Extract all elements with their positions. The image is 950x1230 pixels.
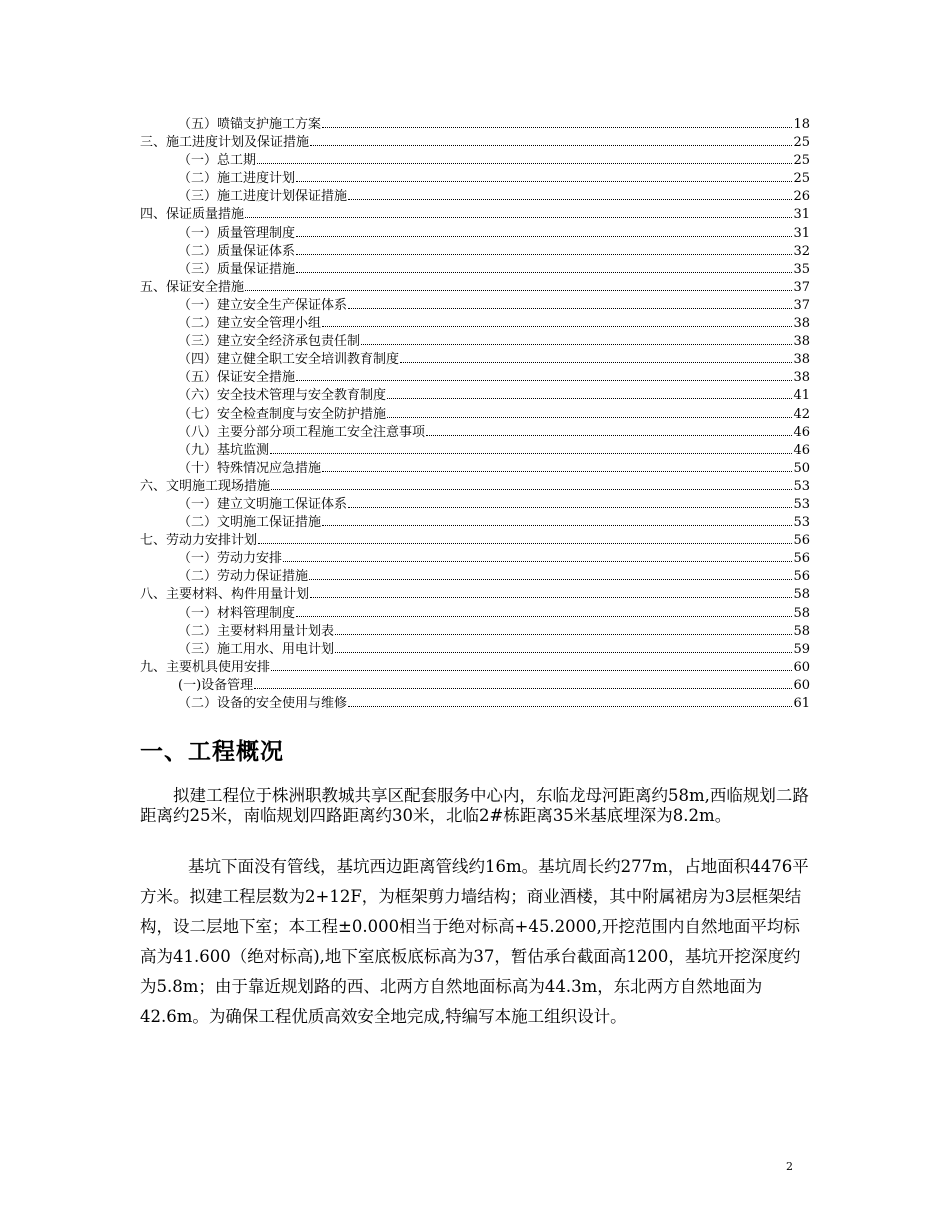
toc-dot-leader (348, 692, 792, 707)
toc-dot-leader (271, 656, 792, 671)
toc-dot-leader (348, 185, 792, 200)
toc-entry-page: 25 (793, 153, 810, 169)
toc-entry[interactable] (140, 312, 810, 330)
toc-dot-leader (426, 421, 792, 436)
toc-entry-title: （五）喷锚支护施工方案 (178, 117, 322, 132)
toc-entry-title: （一）质量管理制度 (178, 225, 296, 241)
toc-dot-leader (254, 674, 792, 689)
toc-entry[interactable] (140, 330, 810, 348)
toc-entry-page: 25 (793, 135, 810, 151)
toc-dot-leader (335, 620, 792, 635)
toc-entry-page: 56 (793, 533, 810, 549)
toc-entry[interactable] (140, 565, 810, 583)
toc-entry-title: （五）保证安全措施 (178, 370, 296, 386)
toc-entry[interactable] (140, 113, 810, 131)
toc-entry[interactable] (140, 149, 810, 167)
toc-entry[interactable] (140, 403, 810, 421)
toc-dot-leader (335, 638, 792, 653)
toc-entry-page: 35 (793, 261, 810, 277)
toc-entry-title: （二）建立安全管理小组 (178, 316, 322, 332)
toc-entry[interactable] (140, 620, 810, 638)
toc-entry[interactable] (140, 421, 810, 439)
toc-entry[interactable] (140, 583, 810, 601)
toc-dot-leader (245, 276, 792, 291)
toc-dot-leader (296, 258, 792, 273)
toc-entry-title: （二）质量保证体系 (178, 243, 296, 259)
toc-entry-title: （一）材料管理制度 (178, 605, 296, 621)
toc-entry-page: 31 (793, 207, 810, 223)
toc-entry-page: 56 (793, 569, 810, 585)
toc-dot-leader (296, 167, 792, 182)
toc-dot-leader (387, 384, 792, 399)
toc-entry-title: （二）劳动力保证措施 (178, 569, 309, 585)
toc-entry-page: 60 (793, 659, 810, 675)
toc-entry[interactable] (140, 439, 810, 457)
toc-entry-title: （二）设备的安全使用与维修 (178, 696, 348, 711)
toc-entry-title: 九、主要机具使用安排 (140, 659, 271, 675)
toc-entry-page: 37 (793, 279, 810, 295)
toc-dot-leader (361, 330, 792, 345)
toc-entry-title: 五、保证安全措施 (140, 279, 245, 295)
toc-entry[interactable] (140, 602, 810, 620)
toc-entry-page: 32 (793, 243, 810, 259)
toc-entry-page: 38 (793, 334, 810, 350)
toc-entry-page: 25 (793, 171, 810, 187)
toc-entry[interactable] (140, 529, 810, 547)
toc-entry-page: 31 (793, 225, 810, 241)
toc-entry[interactable] (140, 674, 810, 692)
toc-entry-title: （四）建立健全职工安全培训教育制度 (178, 352, 400, 368)
toc-entry-page: 18 (793, 117, 810, 132)
toc-entry[interactable] (140, 493, 810, 511)
toc-entry-title: （一）总工期 (178, 153, 257, 169)
toc-dot-leader (271, 475, 792, 490)
toc-entry-title: （三）质量保证措施 (178, 261, 296, 277)
toc-entry-page: 50 (793, 460, 810, 476)
overview-paragraph-1: 拟建工程位于株洲职教城共享区配套服务中心内，东临龙母河距离约58m,西临规划二路距离约25米，南临规划四路距离约30米，北临2#栋距离35米基底埋深为8.2m。 (140, 786, 809, 825)
toc-entry-title: 三、施工进度计划及保证措施 (140, 135, 310, 151)
page-number: 2 (786, 1160, 793, 1173)
toc-entry-title: （二）施工进度计划 (178, 171, 296, 187)
toc-entry[interactable] (140, 203, 810, 221)
toc-entry[interactable] (140, 131, 810, 149)
toc-entry[interactable] (140, 258, 810, 276)
toc-entry-title: （九）基坑监测 (178, 442, 270, 458)
toc-dot-leader (387, 403, 792, 418)
toc-dot-leader (257, 149, 792, 164)
toc-dot-leader (322, 511, 792, 526)
toc-entry-title: （一）建立安全生产保证体系 (178, 297, 348, 313)
toc-entry[interactable] (140, 656, 810, 674)
toc-entry-page: 56 (793, 551, 810, 567)
toc-entry[interactable] (140, 294, 810, 312)
toc-entry-title: 六、文明施工现场措施 (140, 478, 271, 494)
toc-entry-page: 61 (793, 696, 810, 711)
toc-dot-leader (310, 583, 792, 598)
toc-entry[interactable] (140, 384, 810, 402)
toc-entry-title: 七、劳动力安排计划 (140, 533, 258, 549)
toc-entry[interactable] (140, 547, 810, 565)
toc-entry-page: 26 (793, 189, 810, 205)
toc-entry-title: （六）安全技术管理与安全教育制度 (178, 388, 387, 404)
toc-entry[interactable] (140, 167, 810, 185)
toc-dot-leader (348, 493, 792, 508)
toc-entry[interactable] (140, 475, 810, 493)
toc-dot-leader (322, 457, 792, 472)
toc-entry-page: 38 (793, 370, 810, 386)
toc-entry[interactable] (140, 366, 810, 384)
toc-dot-leader (322, 113, 792, 128)
toc-entry-page: 46 (793, 442, 810, 458)
table-of-contents (140, 113, 810, 710)
toc-entry-page: 38 (793, 352, 810, 368)
toc-entry-title: 八、主要材料、构件用量计划 (140, 587, 310, 603)
toc-entry-page: 53 (793, 515, 810, 531)
toc-entry-page: 58 (793, 623, 810, 639)
toc-entry[interactable] (140, 692, 810, 710)
toc-dot-leader (283, 547, 792, 562)
toc-entry-title: (一)设备管理 (178, 677, 254, 693)
toc-entry[interactable] (140, 638, 810, 656)
toc-entry-page: 58 (793, 605, 810, 621)
toc-entry-page: 41 (793, 388, 810, 404)
toc-entry[interactable] (140, 276, 810, 294)
toc-entry-title: （三）施工进度计划保证措施 (178, 189, 348, 205)
toc-dot-leader (258, 529, 792, 544)
toc-dot-leader (245, 203, 792, 218)
toc-entry-title: （三）建立安全经济承包责任制 (178, 334, 361, 350)
toc-entry[interactable] (140, 185, 810, 203)
toc-dot-leader (270, 439, 792, 454)
toc-entry-page: 46 (793, 424, 810, 440)
section-heading: 一、工程概况 (140, 739, 284, 765)
toc-entry[interactable] (140, 511, 810, 529)
toc-entry[interactable] (140, 240, 810, 258)
toc-entry-page: 53 (793, 496, 810, 512)
toc-entry-page: 37 (793, 297, 810, 313)
toc-entry-title: （十）特殊情况应急措施 (178, 460, 322, 476)
toc-dot-leader (296, 602, 792, 617)
toc-entry[interactable] (140, 348, 810, 366)
toc-entry[interactable] (140, 222, 810, 240)
toc-entry-page: 58 (793, 587, 810, 603)
toc-entry-title: （一）建立文明施工保证体系 (178, 496, 348, 512)
toc-dot-leader (322, 312, 792, 327)
toc-entry-page: 53 (793, 478, 810, 494)
toc-entry-title: （三）施工用水、用电计划 (178, 641, 335, 657)
toc-dot-leader (296, 366, 792, 381)
toc-entry-title: （一）劳动力安排 (178, 551, 283, 567)
toc-entry-title: （二）主要材料用量计划表 (178, 623, 335, 639)
overview-paragraph-2: 基坑下面没有管线，基坑西边距离管线约16m。基坑周长约277m，占地面积4476平方米。拟建工程层数为2+12F，为框架剪力墙结构；商业酒楼，其中附属裙房为3层框架结构，设二层地下室；本工程±0.000相当于绝对标高+45.2000,开挖范围内自然地面平均标高为41.600（绝对标高),地下室底板底标高为37，暂估承台截面高1200，基坑开挖深度约为5.8m；由于靠近规划路的西、北两方自然地面标高为44.3m，东北两方自然地面为42.6m。为确保工程优质高效安全地完成,特编写本施工组织设计。 (140, 857, 809, 1026)
toc-entry-title: （八）主要分部分项工程施工安全注意事项 (178, 424, 426, 440)
toc-entry-title: （七）安全检查制度与安全防护措施 (178, 406, 387, 422)
toc-dot-leader (296, 222, 792, 237)
toc-entry-title: 四、保证质量措施 (140, 207, 245, 223)
toc-dot-leader (310, 131, 792, 146)
toc-dot-leader (400, 348, 792, 363)
toc-dot-leader (348, 294, 792, 309)
toc-entry-page: 38 (793, 316, 810, 332)
toc-entry-page: 59 (793, 641, 810, 657)
toc-entry[interactable] (140, 457, 810, 475)
toc-dot-leader (309, 565, 792, 580)
toc-entry-page: 60 (793, 677, 810, 693)
toc-dot-leader (296, 240, 792, 255)
toc-entry-title: （二）文明施工保证措施 (178, 515, 322, 531)
toc-entry-page: 42 (793, 406, 810, 422)
